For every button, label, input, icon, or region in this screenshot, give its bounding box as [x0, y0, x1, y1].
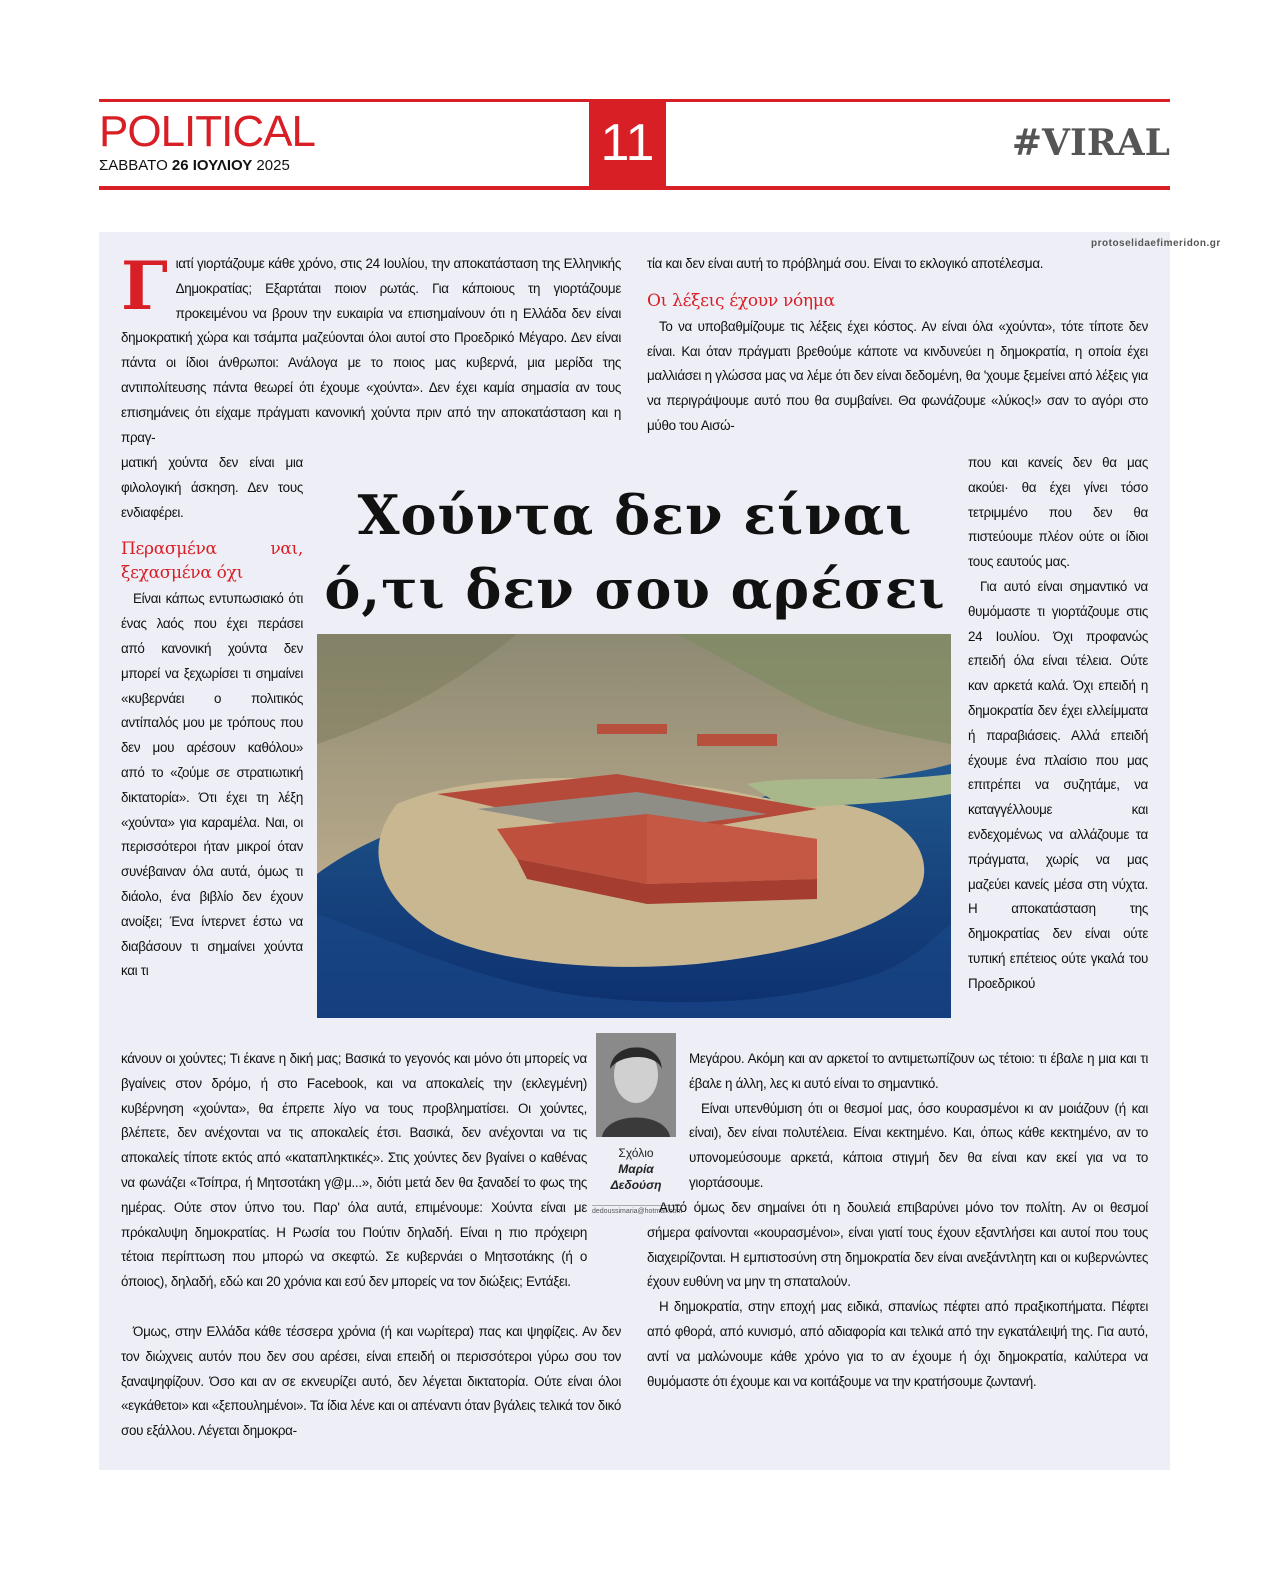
author-label: Σχόλιο — [618, 1146, 654, 1160]
bottom-right-column — [689, 1047, 1148, 1196]
author-email: dedoussimaria@hotmail.com — [592, 1205, 682, 1215]
right-narrow-column — [968, 451, 1148, 997]
bottom-right-paragraph-2: Είναι υπενθύμιση ότι οι θεσμοί μας, όσο κουρασμένοι κι αν μοιάζουν (ή και είναι), δεν είναι πολυτέλεια. Είναι κεκτημένο. Και, όπως κάθε κεκτημένο, αν το υπονομεύσουμε αρκετά, κάποια στιγμή δεν θα είναι καν εκεί για να το γιορτάσουμε. — [689, 1100, 1148, 1190]
bottom-right-column-2 — [647, 1196, 1148, 1394]
subheading-past: Περασμένα ναι, ξεχασμένα όχι — [121, 539, 303, 584]
intro-paragraph: Γιατί γιορτάζουμε κάθε χρόνο, στις 24 Ιουλίου, την αποκατάσταση της Ελληνικής Δημοκρατίας; Εξαρτάται ποιον ρωτάς. Για κάποιους τη γιορτάζουμε προκειμένου να βρουν την ευκαιρία να επισημαίνουν ότι η Ελλάδα δεν είναι δημοκρατική χώρα και τσάμπα μαζεύονται όλοι αυτοί στο Προεδρικό Μέγαρο. Δεν είναι πάντα οι ίδιοι άνθρωποι: Ανάλογα με το ποιος μας κυβερνά, μια μερίδα της αντιπολίτευσης πάντα θεωρεί ότι έχουμε «χούντα». Δεν έχει καμία σημασία αν τους επισημάνεις ότι είχαμε πράγματι κανονική χούντα πριν από την αποκατάσταση και η πραγ- — [121, 247, 621, 445]
title-line-2: ό,τι δεν σου αρέσει — [324, 557, 946, 621]
author-caption — [592, 1145, 680, 1193]
bottom-right-paragraph-3: Αυτό όμως δεν σημαίνει ότι η δουλειά επιβαρύνει μόνο τον πολίτη. Αν οι θεσμοί σήμερα φαίνονται «κουρασμένοι», είναι γιατί τους έχουν εξαντλήσει και αυτοί που τους διαχειρίζονται. Η εμπιστοσύνη στη δημοκρατία δεν είναι ανεξάντλητη και οι κυβερνώντες έχουν ευθύνη να μην τη σπαταλούν. — [647, 1200, 1148, 1290]
bottom-left-column — [121, 1047, 587, 1295]
issue-date: ΣΑΒΒΑΤΟ 26 ΙΟΥΛΙΟΥ 2025 — [99, 157, 290, 174]
right-narrow-paragraph-2: Για αυτό είναι σημαντικό να θυμόμαστε τι γιορτάζουμε στις 24 Ιουλίου. Όχι προφανώς επειδή όλα είναι τέλεια. Ούτε καν αρκετά καλά. Όχι επειδή η δημοκρατία δεν έχει ελλείμματα ή παραβιάσεις. Αλλά επειδή έχουμε ένα πλαίσιο που μας επιτρέπει να συζητάμε, να καταγγέλλουμε και ενδεχομένως να αλλάζουμε τα πράγματα, χωρίς να μας μαζεύει κανείς μέσα στη νύχτα. Η αποκατάσταση της δημοκρατίας δεν είναι ούτε τυπική επέτειος ούτε γκαλά του Προεδρικού — [968, 578, 1148, 991]
author-portrait-icon — [596, 1033, 676, 1137]
section-title: POLITICAL — [99, 107, 315, 156]
article-photo — [317, 634, 951, 1018]
bottom-right-paragraph-1: Μεγάρου. Ακόμη και αν αρκετοί το αντιμετωπίζουν ως τέτοιο: τι έβαλε η μια και τι έβαλε η άλλη, λες κι αυτό είναι το σημαντικό. — [689, 1051, 1148, 1091]
right-narrow-paragraph: που και κανείς δεν θα μας ακούει· θα έχει γίνει τόσο τετριμμένο που δεν θα πιστεύουμε πλέον ούτε οι ίδιοι τους εαυτούς μας. — [968, 455, 1148, 570]
title-line-1: Χούντα δεν είναι — [357, 483, 913, 547]
right-upper-column — [647, 252, 1148, 439]
author-photo — [596, 1033, 676, 1137]
left-paragraph: Είναι κάπως εντυπωσιακό ότι ένας λαός που έχει περάσει από κανονική χούντα δεν μπορεί να ξεχωρίσει τι σημαίνει «κυβερνάει ο πολιτικός αντίπαλός μου με τρόπους που δεν μου αρέσουν καθόλου» από το «ζούμε σε στρατιωτική δικτατορία». Ότι έχει τη λέξη «χούντα» για καραμέλα. Ναι, οι περισσότεροι ήταν μικροί όταν συνέβαιναν όλα αυτά, όμως τι διάολο, ένα βιβλίο δεν έχουν ανοίξει; Ένα ίντερνετ έστω να διαβάσουν τι σημαίνει χούντα και τι — [121, 591, 303, 979]
bottom-left-column-2 — [121, 1320, 621, 1444]
source-watermark: protoselidaefimeridon.gr — [1091, 238, 1221, 249]
right-top-paragraph: τία και δεν είναι αυτή το πρόβλημά σου. Είναι το εκλογικό αποτέλεσμα. — [647, 256, 1044, 271]
bottom-left-paragraph: κάνουν οι χούντες; Τι έκανε η δική μας; Βασικά το γεγονός και μόνο ότι μπορείς να βγαίνεις στον δρόμο, ή στο Facebook, και να αποκαλείς την (εκλεγμένη) κυβέρνηση «χούντα», θα έπρεπε λίγο να τους προβληματίσει. Οι χούντες, βλέπετε, δεν ανέχονται να τις αποκαλείς έτσι. Βασικά, δεν ανέχονται να τις αποκαλείς τίποτε εκτός από «καταπληκτικές». Στις χούντες δεν βγαίνει ο καθένας να φωνάζει «Τσίπρα, ή Μητσοτάκη γ@μ...», διότι μετά δεν θα ξαναδεί το φως της ημέρας. Ούτε στον ύπνο του. Παρ' όλα αυτά, επιμένουμε: Χούντα είναι με πρόκαλυψη δημοκρατίας. Η Ρωσία του Πούτιν δηλαδή. Είναι η πιο πρόχειρη τέτοια περίπτωση που μπορώ να σκεφτώ. Σε κυβερνάει ο Μητσοτάκης (ή ο όποιος), δηλαδή, εδώ και 20 χρόνια και εσύ δεν μπορείς να τον διώξεις; Εντάξει. — [121, 1051, 587, 1290]
right-paragraph-1: Το να υποβαθμίζουμε τις λέξεις έχει κόστος. Αν είναι όλα «χούντα», τότε τίποτε δεν είναι. Και όταν πράγματι βρεθούμε κάποτε να κινδυνεύει η δημοκρατία, η οποία έχει μαλλιάσει η γλώσσα μας να λέμε ότι δεν είναι δεδομένη, θα 'χουμε ξεμείνει από λέξεις για να περιγράψουμε αυτό που θα συμβαίνει. Θα φωνάζουμε «λύκος!» σαν το αγόρι στο μύθο του Αισώ- — [647, 318, 1148, 433]
article-title — [316, 478, 954, 626]
island-prison-illustration — [317, 634, 951, 1018]
intro-continued: ματική χούντα δεν είναι μια φιλολογική άσκηση. Δεν τους ενδιαφέρει. — [121, 455, 303, 520]
drop-cap: Γ — [121, 247, 168, 325]
subheading-words: Οι λέξεις έχουν νόημα — [647, 290, 835, 311]
bottom-right-paragraph-4: Η δημοκρατία, στην εποχή μας ειδικά, σπανίως πέφτει από πραξικοπήματα. Πέφτει από φθορά, από κυνισμό, από αδιαφορία και τελικά από την εγκατάλειψή της. Για αυτό, αντί να μαλώνουμε κάθε χρόνο για το αν έχουμε ή όχι δημοκρατία, καλύτερα να θυμόμαστε ότι έχουμε και να κοιτάξουμε να την κρατήσουμε ζωντανή. — [647, 1299, 1148, 1389]
author-first-name: Μαρία — [618, 1162, 654, 1176]
section-tag: #VIRAL — [1011, 122, 1170, 164]
left-narrow-column — [121, 451, 303, 984]
page-number: 11 — [589, 99, 666, 190]
bottom-left-paragraph-2: Όμως, στην Ελλάδα κάθε τέσσερα χρόνια (ή και νωρίτερα) πας και ψηφίζεις. Αν δεν τον διώχνεις αυτόν που δεν σου αρέσει, είναι επειδή οι περισσότεροι γύρω σου τον ξαναψηφίζουν. Όσο και αν σε εκνευρίζει αυτό, δεν λέγεται δικτατορία. Ούτε είναι όλοι «εγκάθετοι» και «ξεπουλημένοι». Τα ίδια λένε και οι απέναντι όταν βγάλεις τελικά τον δικό σου εξάλλου. Λέγεται δημοκρα- — [121, 1324, 621, 1439]
header-bottom-rule — [99, 186, 1170, 190]
author-last-name: Δεδούση — [610, 1178, 662, 1192]
intro-block — [121, 247, 621, 450]
